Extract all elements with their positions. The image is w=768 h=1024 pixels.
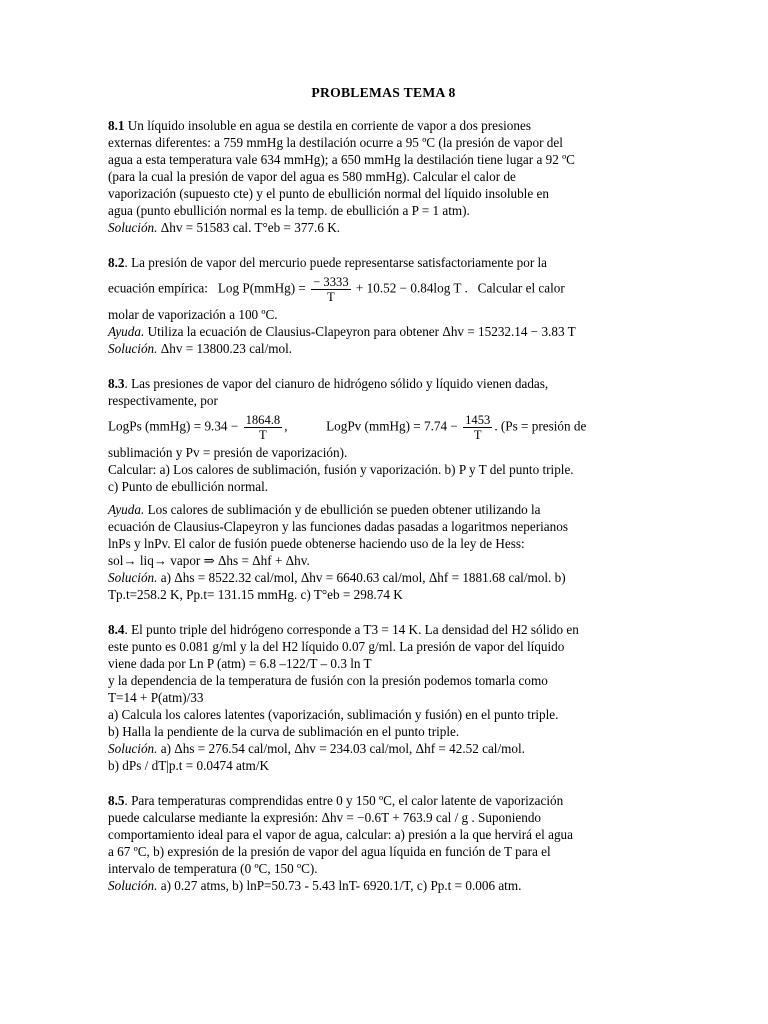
fraction: $\frac{- 3333}{T}$ [313, 275, 349, 304]
problem-text-line: agua (punto ebullición normal es la temp. de ebullición a P = 1 atm). [108, 203, 470, 218]
page-title: PROBLEMAS TEMA 8 [311, 85, 456, 100]
problem-text-line: respectivamente, por [108, 393, 218, 408]
solution-line: Tp.t=258.2 K, Pp.t= 131.15 mmHg. c) T°eb = 298.74 K [108, 587, 403, 602]
document-page [108, 84, 659, 912]
equation-row: ecuación empírica: Log P(mmHg) = $\frac{- 3333}{T}$ + 10.52 − 0.84log T . Calcular el calor [108, 275, 565, 304]
problem-text-line: este punto es 0.081 g/ml y la del H2 líquido 0.07 g/ml. La presión de vapor del líquido [108, 639, 565, 654]
problem-number: 8.1 [108, 118, 125, 133]
solution-label: Solución. [108, 220, 158, 235]
help-label: Ayuda. [108, 502, 145, 517]
problem-text-line: 8.3. Las presiones de vapor del cianuro de hidrógeno sólido y líquido vienen dadas, [108, 376, 549, 391]
solution-line: Solución. a) Δhs = 276.54 cal/mol, Δhv = 234.03 cal/mol, Δhf = 42.52 cal/mol. [108, 741, 525, 756]
problem-number: 8.5 [108, 793, 125, 808]
problem-text-line: a) Calcula los calores latentes (vaporización, sublimación y fusión) en el punto triple. [108, 707, 559, 722]
problem-text-line: viene dada por Ln P (atm) = 6.8 –122/T – 0.3 ln T [108, 656, 372, 671]
problem-number: 8.4 [108, 622, 125, 637]
help-label: Ayuda. [108, 324, 145, 339]
fraction: $\frac{1864.8}{T}$ [245, 413, 281, 442]
equation-right: + 10.52 − 0.84log T . [355, 280, 468, 296]
solution-line: b) dPs / dT|p.t = 0.0474 atm/K [108, 758, 269, 773]
problem-number: 8.2 [108, 255, 125, 270]
solution-line [108, 219, 659, 236]
problem-text-line: sublimación y Pv = presión de vaporización). [108, 445, 348, 460]
solution-label: Solución. [108, 341, 158, 356]
problem-text-line: puede calcularse mediante la expresión: Δhv = −0.6T + 763.9 cal / g . Suponiendo [108, 810, 542, 825]
solution-label: Solución. [108, 741, 158, 756]
help-line: ecuación de Clausius-Clapeyron y las funciones dadas pasadas a logaritmos neperianos [108, 519, 568, 534]
problem-text-line: 8.2. La presión de vapor del mercurio puede representarse satisfactoriamente por la [108, 255, 548, 270]
help-line: Ayuda. Utiliza la ecuación de Clausius-Clapeyron para obtener Δhv = 15232.14 − 3.83 T [108, 324, 576, 339]
problem-text-line: b) Halla la pendiente de la curva de sublimación en el punto triple. [108, 724, 460, 739]
problem-text-line: externas diferentes: a 759 mmHg la destilación ocurre a 95 ºC (la presión de vapor del [108, 135, 563, 150]
problem-8-3 [108, 375, 659, 603]
solution-label: Solución. [108, 878, 158, 893]
problem-8-4 [108, 621, 659, 774]
equation-row: LogPs (mmHg) = 9.34 − $\frac{1864.8}{T}$ , LogPv (mmHg) = 7.74 − $\frac{1453}{T}$ . (Ps = presión de [108, 413, 587, 442]
problem-text-line: (para la cual la presión de vapor del agua es 580 mmHg). Calcular el calor de [108, 169, 516, 184]
problem-text-line: a 67 ºC, b) expresión de la presión de vapor del agua líquida en función de T para el [108, 844, 551, 859]
solution-line: Solución. a) Δhs = 8522.32 cal/mol, Δhv = 6640.63 cal/mol, Δhf = 1881.68 cal/mol. b) [108, 570, 566, 585]
problem-8-2 [108, 254, 659, 357]
help-line: sol→ liq→ vapor ⇒ Δhs = Δhf + Δhv. [108, 553, 310, 568]
problem-number: 8.3 [108, 376, 125, 391]
problem-8-5 [108, 792, 659, 894]
problem-text-line: T=14 + P(atm)/33 [108, 690, 204, 705]
problem-text-line: c) Punto de ebullición normal. [108, 479, 269, 494]
problem-text-line: comportamiento ideal para el vapor de agua, calcular: a) presión a la que hervirá el agua [108, 827, 574, 842]
problem-text-line: Calcular: a) Los calores de sublimación, fusión y vaporización. b) P y T del punto triple. [108, 462, 574, 477]
fraction: $\frac{1453}{T}$ [465, 413, 491, 442]
solution-label: Solución. [108, 570, 158, 585]
problem-text-line: 8.4. El punto triple del hidrógeno corresponde a T3 = 14 K. La densidad del H2 sólido en [108, 622, 579, 637]
solution-line: Solución. Δhv = 13800.23 cal/mol. [108, 341, 293, 356]
problem-text-line: intervalo de temperatura (0 ºC, 150 ºC). [108, 861, 318, 876]
help-line: Ayuda. Los calores de sublimación y de ebullición se pueden obtener utilizando la [108, 502, 541, 517]
help-line: lnPs y lnPv. El calor de fusión puede obtenerse haciendo uso de la ley de Hess: [108, 536, 525, 551]
problem-8-1 [108, 117, 659, 236]
problem-text-line: agua a esta temperatura vale 634 mmHg); a 650 mmHg la destilación tiene lugar a 92 ºC [108, 152, 575, 167]
problem-text-line: 8.5. Para temperaturas comprendidas entre 0 y 150 ºC, el calor latente de vaporización [108, 793, 564, 808]
problem-text-line: 8.1 Un líquido insoluble en agua se destila en corriente de vapor a dos presiones [108, 118, 531, 133]
problem-text-line: molar de vaporización a 100 ºC. [108, 307, 278, 322]
equation-left: Log P(mmHg) = [217, 280, 306, 296]
problem-text-line: y la dependencia de la temperatura de fusión con la presión podemos tomarla como [108, 673, 548, 688]
problem-text-line: vaporización (supuesto cte) y el punto de ebullición normal del líquido insoluble en [108, 186, 549, 201]
solution-line: Solución. a) 0.27 atms, b) lnP=50.73 - 5.43 lnT- 6920.1/T, c) Pp.t = 0.006 atm. [108, 878, 522, 893]
solution-text: Δhv = 51583 cal. T°eb = 377.6 K. [160, 220, 341, 235]
